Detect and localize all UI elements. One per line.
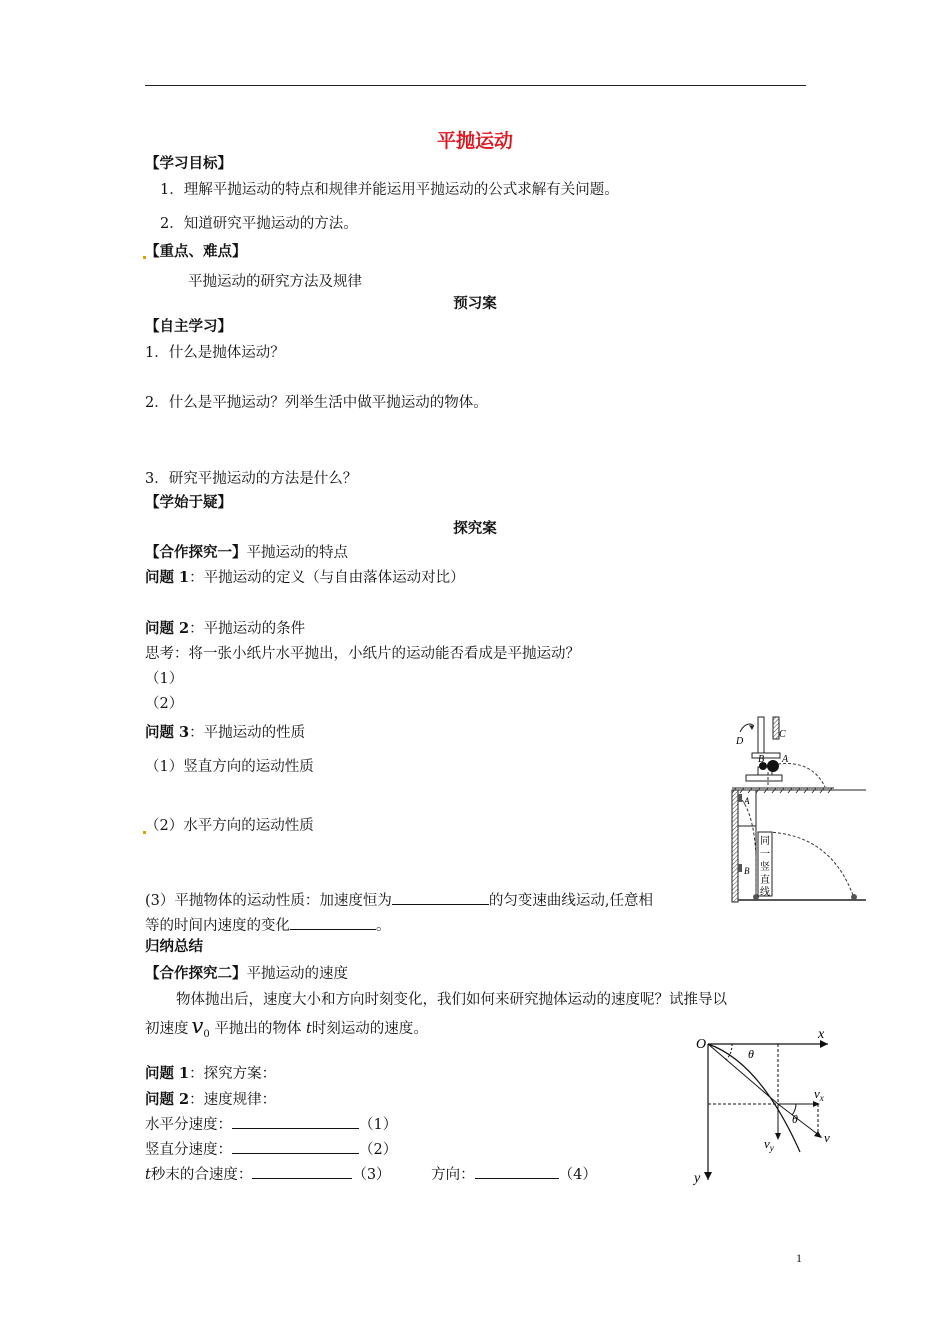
ball-a <box>851 894 857 900</box>
header-rule <box>145 85 806 86</box>
keypoints-heading: 【重点、难点】 <box>145 243 247 260</box>
doubt-heading: 【学始于疑】 <box>145 494 232 511</box>
goals-heading: 【学习目标】 <box>145 155 232 172</box>
nature-line-2 <box>145 914 391 935</box>
p2-label: 问题 2 <box>145 1091 190 1108</box>
trajectory-curve <box>708 1044 800 1152</box>
sub-2: （2） <box>145 696 184 712</box>
wall <box>732 790 738 902</box>
t-symbol: t <box>305 1021 312 1037</box>
direction-num: （4） <box>558 1167 597 1183</box>
page-title: 平抛运动 <box>436 130 513 152</box>
label-v: v <box>824 1130 830 1145</box>
coop1-line <box>145 541 348 562</box>
vertical-line-figure <box>730 786 870 906</box>
label-o: O <box>696 1037 707 1052</box>
para2-text-a: 初速度 <box>145 1021 189 1037</box>
coop2-line <box>145 962 348 983</box>
answer-blank-vertical-velocity[interactable] <box>232 1139 359 1154</box>
coop2-text: 平抛运动的速度 <box>246 966 348 982</box>
q1-label: 问题 1 <box>145 569 190 586</box>
resultant-velocity-line <box>145 1163 597 1184</box>
displacement-line <box>708 1044 778 1104</box>
label-x: x <box>818 1027 825 1042</box>
q2-text: ：平抛运动的条件 <box>189 621 306 637</box>
launcher-rod <box>758 717 764 753</box>
tvel-t-symbol: t <box>145 1167 151 1183</box>
holder-a <box>738 794 742 802</box>
p1-text: ：探究方案： <box>189 1066 277 1082</box>
para2-text-b: 平抛出的物体 <box>214 1021 302 1037</box>
self-study-3: 3．研究平抛运动的方法是什么？ <box>145 471 358 487</box>
self-study-1: 1．什么是抛体运动？ <box>145 345 285 361</box>
tvel-num: （3） <box>352 1167 391 1183</box>
holder-b <box>738 864 742 872</box>
sub-1: （1） <box>145 671 184 687</box>
q3-label: 问题 3 <box>145 724 190 741</box>
answer-blank-horizontal-velocity[interactable] <box>232 1114 359 1129</box>
label-b: B <box>744 866 750 876</box>
q3-text: ：平抛运动的性质 <box>189 725 306 741</box>
coop1-label: 【合作探究一】 <box>145 544 247 561</box>
vertical-label-5: 线 <box>760 887 770 898</box>
label-y: y <box>694 1171 701 1186</box>
v0-subscript: 0 <box>203 1028 210 1040</box>
coop1-text: 平抛运动的特点 <box>246 545 348 561</box>
paragraph-line-2 <box>145 1014 428 1040</box>
answer-blank-resultant-velocity[interactable] <box>252 1164 352 1179</box>
hvel-num: （1） <box>359 1117 398 1133</box>
goal-2: 2．知道研究平抛运动的方法。 <box>160 216 358 232</box>
p1-label: 问题 1 <box>145 1065 190 1082</box>
label-vx: $v_x$ <box>814 1086 824 1103</box>
label-a: A <box>744 796 750 806</box>
v0-symbol: v <box>191 1014 204 1038</box>
label-theta-top: θ <box>748 1047 754 1061</box>
answer-blank-direction[interactable] <box>475 1164 559 1179</box>
q1-line <box>145 566 465 587</box>
vertical-velocity-line <box>145 1138 397 1159</box>
nature-text-a: (3）平抛物体的运动性质：加速度恒为 <box>145 893 392 909</box>
nature-text-b: 的匀变速曲线运动,任意相 <box>488 893 653 909</box>
coop2-label: 【合作探究二】 <box>145 965 247 982</box>
vertical-nature: （1）竖直方向的运动性质 <box>145 759 314 775</box>
p2-text: ：速度规律： <box>189 1092 277 1108</box>
trajectory-a <box>778 763 825 787</box>
label-b: B <box>758 754 765 765</box>
velocity-decomposition-figure <box>690 1022 840 1187</box>
preview-heading: 预习案 <box>453 295 497 312</box>
vvel-num: （2） <box>359 1142 398 1158</box>
goal-1: 1．理解平抛运动的特点和规律并能运用平抛运动的公式求解有关问题。 <box>160 182 619 198</box>
q2-label: 问题 2 <box>145 620 190 637</box>
p1-line <box>145 1062 276 1083</box>
ball-a <box>767 760 779 772</box>
keypoints-text: 平抛运动的研究方法及规律 <box>188 274 362 290</box>
label-theta: θ <box>792 1112 798 1126</box>
paragraph-line-1: 物体抛出后，速度大小和方向时刻变化，我们如何来研究抛体运动的速度呢？试推导以 <box>176 992 727 1008</box>
curve-a-left <box>742 800 756 856</box>
nature-text-c: 等的时间内速度的变化 <box>145 918 290 934</box>
vertical-label-4: 直 <box>760 875 770 886</box>
summary-heading: 归纳总结 <box>145 938 203 955</box>
horizontal-nature: （2）水平方向的运动性质 <box>145 818 314 834</box>
label-vy: $v_y$ <box>764 1136 774 1153</box>
self-study-heading: 【自主学习】 <box>145 318 232 335</box>
y-axis-arrow <box>704 1172 712 1180</box>
q3-line <box>145 721 305 742</box>
vertical-label-3: 竖 <box>760 862 770 873</box>
label-c: C <box>779 729 786 740</box>
q2-line <box>145 617 305 638</box>
nature-text-d: 。 <box>376 918 391 934</box>
nature-line-1 <box>145 889 653 910</box>
explore-heading: 探究案 <box>453 520 497 537</box>
platform <box>746 775 782 781</box>
page-number: 1 <box>796 1251 802 1265</box>
label-d: D <box>736 736 744 747</box>
vy-arrow <box>775 1133 781 1140</box>
tvel-label: 秒末的合速度： <box>150 1167 253 1183</box>
launcher-base <box>752 753 780 758</box>
vvel-label: 竖直分速度： <box>145 1142 232 1158</box>
horizontal-velocity-line <box>145 1113 397 1134</box>
answer-blank-velocity-change[interactable] <box>290 915 376 930</box>
alpha-arc <box>726 1044 732 1060</box>
para2-text-c: 时刻运动的速度。 <box>311 1021 428 1037</box>
vertical-label-1: 同 <box>760 836 770 847</box>
label-a: A <box>782 754 789 765</box>
answer-blank-acceleration[interactable] <box>392 890 489 905</box>
hvel-label: 水平分速度： <box>145 1117 232 1133</box>
think-text: 思考：将一张小纸片水平抛出，小纸片的运动能否看成是平抛运动？ <box>145 646 580 662</box>
self-study-2: 2．什么是平抛运动？列举生活中做平抛运动的物体。 <box>145 395 488 411</box>
q1-text: ：平抛运动的定义（与自由落体运动对比） <box>189 570 465 586</box>
vertical-label-2: 一 <box>760 849 770 860</box>
p2-line <box>145 1088 276 1109</box>
direction-label: 方向： <box>431 1167 475 1183</box>
